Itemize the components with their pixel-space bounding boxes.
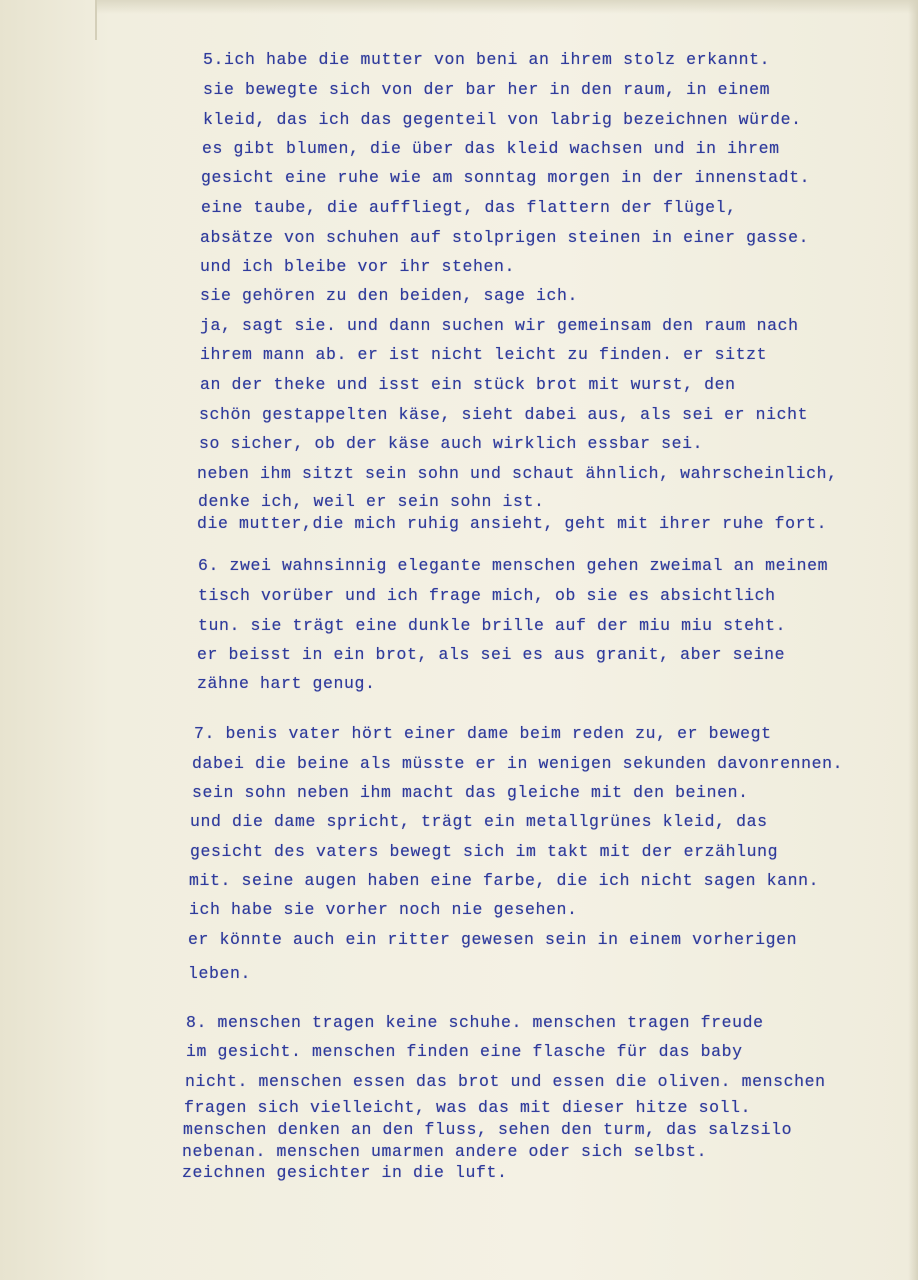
text-line: er beisst in ein brot, als sei es aus granit, aber seine [197, 645, 786, 664]
text-line: die mutter,die mich ruhig ansieht, geht mit ihrer ruhe fort. [197, 514, 828, 533]
text-line: tun. sie trägt eine dunkle brille auf der miu miu steht. [198, 616, 787, 635]
text-line: absätze von schuhen auf stolprigen steinen in einer gasse. [200, 228, 810, 247]
text-line: neben ihm sitzt sein sohn und schaut ähnlich, wahrscheinlich, [197, 464, 838, 483]
text-line: dabei die beine als müsste er in wenigen sekunden davonrennen. [192, 754, 844, 773]
text-line: menschen denken an den fluss, sehen den turm, das salzsilo [183, 1120, 793, 1139]
text-line: schön gestappelten käse, sieht dabei aus, als sei er nicht [199, 405, 809, 424]
text-line: sie bewegte sich von der bar her in den raum, in einem [203, 80, 771, 99]
text-line: nicht. menschen essen das brot und essen die oliven. menschen [185, 1072, 826, 1091]
text-line: fragen sich vielleicht, was das mit dieser hitze soll. [184, 1098, 752, 1117]
text-line: 7. benis vater hört einer dame beim reden zu, er bewegt [194, 724, 772, 743]
text-line: sein sohn neben ihm macht das gleiche mit den beinen. [192, 783, 749, 802]
paper-top-edge [95, 0, 918, 14]
text-line: so sicher, ob der käse auch wirklich essbar sei. [199, 434, 704, 453]
text-line: 8. menschen tragen keine schuhe. menschen tragen freude [186, 1013, 764, 1032]
paper-right-edge [908, 0, 918, 1280]
text-line: tisch vorüber und ich frage mich, ob sie es absichtlich [198, 586, 776, 605]
text-line: im gesicht. menschen finden eine flasche für das baby [186, 1042, 743, 1061]
text-line: ich habe sie vorher noch nie gesehen. [189, 900, 578, 919]
text-line: und die dame spricht, trägt ein metallgrünes kleid, das [190, 812, 768, 831]
text-line: und ich bleibe vor ihr stehen. [200, 257, 516, 276]
text-line: ihrem mann ab. er ist nicht leicht zu finden. er sitzt [200, 345, 768, 364]
text-line: ja, sagt sie. und dann suchen wir gemeinsam den raum nach [200, 316, 799, 335]
text-line: gesicht des vaters bewegt sich im takt mit der erzählung [190, 842, 779, 861]
text-line: leben. [188, 964, 252, 983]
text-line: nebenan. menschen umarmen andere oder sich selbst. [182, 1142, 708, 1161]
text-line: kleid, das ich das gegenteil von labrig bezeichnen würde. [203, 110, 802, 129]
text-line: sie gehören zu den beiden, sage ich. [200, 286, 579, 305]
paper-fold-mark [95, 0, 97, 40]
text-line: denke ich, weil er sein sohn ist. [198, 492, 545, 511]
text-line: eine taube, die auffliegt, das flattern der flügel, [201, 198, 737, 217]
text-line: zeichnen gesichter in die luft. [182, 1163, 508, 1182]
text-line: er könnte auch ein ritter gewesen sein in einem vorherigen [188, 930, 798, 949]
text-line: gesicht eine ruhe wie am sonntag morgen in der innenstadt. [201, 168, 811, 187]
text-line: zähne hart genug. [197, 674, 376, 693]
text-line: es gibt blumen, die über das kleid wachsen und in ihrem [202, 139, 780, 158]
text-line: 5.ich habe die mutter von beni an ihrem stolz erkannt. [203, 50, 771, 69]
text-line: an der theke und isst ein stück brot mit wurst, den [200, 375, 736, 394]
text-line: 6. zwei wahnsinnig elegante menschen gehen zweimal an meinem [198, 556, 829, 575]
text-line: mit. seine augen haben eine farbe, die ich nicht sagen kann. [189, 871, 820, 890]
